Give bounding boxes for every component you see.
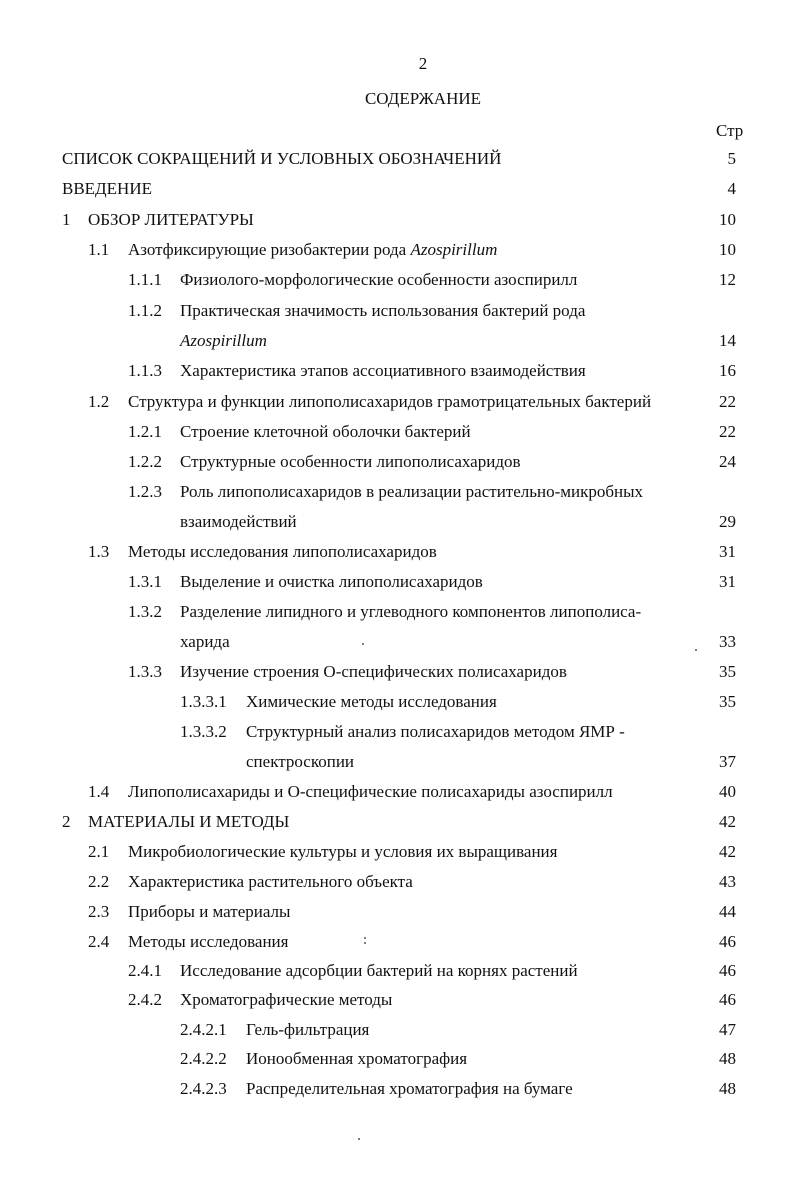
toc-entry (0, 239, 796, 261)
toc-entry-page: 47 (719, 1020, 736, 1039)
toc-entry-number: 1.3.1 (128, 572, 162, 591)
toc-entry (0, 541, 796, 563)
toc-entry-text-italic: Azospirillum (410, 240, 498, 259)
toc-entry-page: 46 (719, 961, 736, 980)
toc-entry (0, 1078, 796, 1100)
toc-entry (0, 269, 796, 291)
toc-entry (0, 601, 796, 623)
toc-entry-page: 46 (719, 932, 736, 951)
toc-entry-number: 2.4 (88, 932, 110, 951)
toc-entry (0, 841, 796, 863)
toc-entry-page: 48 (719, 1049, 736, 1068)
toc-entry-number: 2.4.2.2 (180, 1049, 227, 1068)
toc-entry-text: Характеристика растительного объекта (128, 872, 413, 891)
page-number: 2 (418, 54, 428, 73)
toc-entry-number: 1.2.2 (128, 452, 162, 471)
toc-entry-page: 35 (719, 662, 736, 681)
toc-entry-page: 24 (719, 452, 736, 471)
toc-entry-text: Строение клеточной оболочки бактерий (180, 422, 471, 441)
toc-entry (0, 960, 796, 982)
toc-entry-text: Химические методы исследования (246, 692, 497, 711)
toc-entry-number: 1.3.3 (128, 662, 162, 681)
toc-entry-text-italic: Azospirillum (180, 331, 267, 350)
toc-entry-text: Структурный анализ полисахаридов методом ЯМР - (246, 722, 625, 741)
toc-entry (0, 300, 796, 322)
toc-entry (0, 148, 796, 170)
toc-entry (0, 901, 796, 923)
toc-entry-page: 10 (719, 240, 736, 259)
toc-entry-page: 12 (719, 270, 736, 289)
toc-entry (0, 391, 796, 413)
toc-entry-page: 22 (719, 422, 736, 441)
scan-speck (362, 643, 364, 645)
toc-entry-number: 2.4.2 (128, 990, 162, 1009)
toc-entry-page: 14 (719, 331, 736, 350)
toc-entry-number: 1.3.3.1 (180, 692, 227, 711)
toc-entry-page: 16 (719, 361, 736, 380)
toc-entry-text: Физиолого-морфологические особенности азоспирилл (180, 270, 578, 289)
toc-entry-number: 2.2 (88, 872, 110, 891)
toc-entry-text: Ионообменная хроматография (246, 1049, 468, 1068)
toc-entry-text: Разделение липидного и углеводного компонентов липополиса- (180, 602, 642, 621)
toc-entry-text: Практическая значимость использования бактерий рода (180, 301, 586, 320)
toc-entry-text: Приборы и материалы (128, 902, 291, 921)
toc-entry-number: 1.2.3 (128, 482, 162, 501)
toc-entry-text: взаимодействий (180, 512, 297, 531)
toc-entry-continuation (0, 631, 796, 653)
toc-entry-page: 42 (719, 812, 736, 831)
toc-entry (0, 1048, 796, 1070)
toc-entry-page: 35 (719, 692, 736, 711)
toc-entry-text: Методы исследования (128, 932, 289, 951)
scan-speck (364, 937, 366, 939)
toc-entry-page: 33 (719, 632, 736, 651)
toc-entry (0, 481, 796, 503)
toc-entry-text: Изучение строения О-специфических полисахаридов (180, 662, 567, 681)
toc-entry-number: 1.1 (88, 240, 110, 259)
toc-entry-page: 5 (727, 149, 736, 168)
toc-entry-number: 2 (62, 812, 71, 831)
toc-entry-number: 1.3.3.2 (180, 722, 227, 741)
toc-entry (0, 661, 796, 683)
toc-entry-text: Структура и функции липополисахаридов грамотрицательных бактерий (128, 392, 652, 411)
toc-entry-text: харида (180, 632, 230, 651)
toc-entry-text: МАТЕРИАЛЫ И МЕТОДЫ (88, 812, 290, 831)
toc-entry (0, 781, 796, 803)
toc-entry-text: Липополисахариды и О-специфические полисахариды азоспирилл (128, 782, 613, 801)
toc-entry-number: 1.3.2 (128, 602, 162, 621)
toc-entry-text: ОБЗОР ЛИТЕРАТУРЫ (88, 210, 254, 229)
page-title: СОДЕРЖАНИЕ (364, 89, 482, 108)
toc-entry (0, 871, 796, 893)
toc-entry-text: Микробиологические культуры и условия их выращивания (128, 842, 558, 861)
toc-entry-number: 1 (62, 210, 71, 229)
toc-entry (0, 360, 796, 382)
toc-entry-page: 31 (719, 572, 736, 591)
toc-entry-text: Исследование адсорбции бактерий на корнях растений (180, 961, 578, 980)
toc-entry-page: 40 (719, 782, 736, 801)
toc-entry-text: Структурные особенности липополисахаридов (180, 452, 521, 471)
toc-entry (0, 811, 796, 833)
toc-entry-text: СПИСОК СОКРАЩЕНИЙ И УСЛОВНЫХ ОБОЗНАЧЕНИЙ (62, 149, 502, 168)
toc-entry-page: 48 (719, 1079, 736, 1098)
toc-entry-number: 1.2.1 (128, 422, 162, 441)
toc-entry (0, 721, 796, 743)
toc-entry-number: 2.4.2.3 (180, 1079, 227, 1098)
toc-entry-page: 46 (719, 990, 736, 1009)
toc-entry-text (128, 239, 497, 261)
toc-entry-text: спектроскопии (246, 752, 355, 771)
toc-entry-number: 1.2 (88, 392, 110, 411)
toc-entry-number: 1.1.1 (128, 270, 162, 289)
toc-entry-page: 42 (719, 842, 736, 861)
toc-entry (0, 178, 796, 200)
toc-entry-number: 1.1.3 (128, 361, 162, 380)
toc-entry-text: Роль липополисахаридов в реализации растительно-микробных (180, 482, 644, 501)
toc-entry-text: Выделение и очистка липополисахаридов (180, 572, 483, 591)
toc-entry-page: 44 (719, 902, 736, 921)
toc-entry (0, 571, 796, 593)
toc-entry-page: 10 (719, 210, 736, 229)
toc-entry-text-main: Азотфиксирующие ризобактерии рода (128, 240, 407, 259)
toc-entry-page: 43 (719, 872, 736, 891)
toc-entry-text: Методы исследования липополисахаридов (128, 542, 437, 561)
toc-entry-continuation (0, 751, 796, 773)
toc-entry-continuation (0, 330, 796, 352)
toc-entry (0, 1019, 796, 1041)
toc-entry-page: 31 (719, 542, 736, 561)
toc-entry (0, 421, 796, 443)
toc-entry-page: 37 (719, 752, 736, 771)
toc-entry-page: 29 (719, 512, 736, 531)
toc-entry (0, 691, 796, 713)
toc-entry-number: 1.1.2 (128, 301, 162, 320)
toc-entry-page: 22 (719, 392, 736, 411)
toc-entry-continuation (0, 511, 796, 533)
toc-entry-text: Хроматографические методы (180, 990, 393, 1009)
toc-entry-page: 4 (727, 179, 736, 198)
scan-speck (364, 942, 366, 944)
toc-entry-text: Гель-фильтрация (246, 1020, 370, 1039)
scan-speck (695, 649, 697, 651)
toc-entry-text: Характеристика этапов ассоциативного взаимодействия (180, 361, 586, 380)
page-column-label: Стр (716, 121, 744, 140)
toc-entry-text: ВВЕДЕНИЕ (62, 179, 152, 198)
toc-entry (0, 209, 796, 231)
toc-entry-text: Распределительная хроматография на бумаге (246, 1079, 573, 1098)
toc-entry-number: 1.4 (88, 782, 110, 801)
toc-entry (0, 931, 796, 953)
toc-entry-number: 2.3 (88, 902, 110, 921)
toc-entry-number: 2.4.2.1 (180, 1020, 227, 1039)
toc-entry-number: 2.1 (88, 842, 110, 861)
toc-entry (0, 451, 796, 473)
toc-entry (0, 989, 796, 1011)
toc-entry-number: 1.3 (88, 542, 110, 561)
toc-entry-number: 2.4.1 (128, 961, 162, 980)
scan-speck (358, 1138, 360, 1140)
